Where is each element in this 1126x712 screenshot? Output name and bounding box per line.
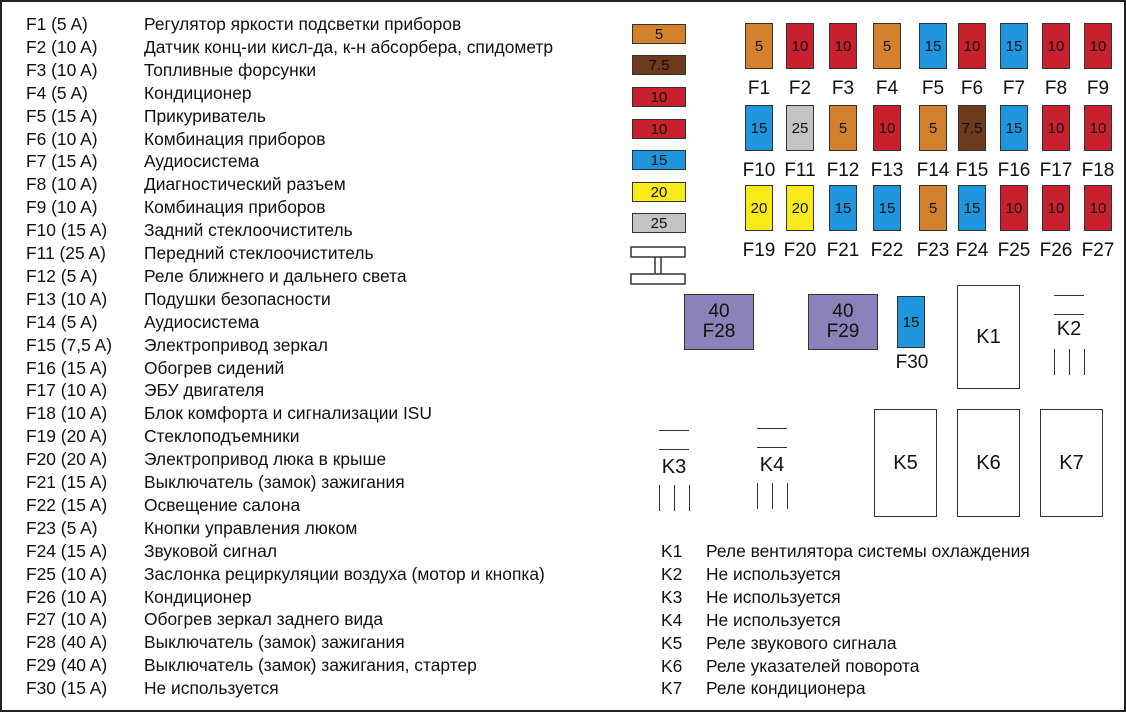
- fuse-f16: [1000, 105, 1028, 151]
- fuse-list-code: F15 (7,5 A): [26, 334, 113, 355]
- fuse-f29-label: F29: [826, 321, 860, 342]
- fuse-label: F9: [1086, 78, 1110, 99]
- fuse-list-code: F25 (10 A): [26, 563, 108, 584]
- fuse-list-desc: Блок комфорта и сигнализации ISU: [144, 403, 432, 424]
- relay-list-desc: Реле указателей поворота: [706, 655, 920, 676]
- relay-k5: [874, 409, 937, 517]
- fuse-list-desc: Звуковой сигнал: [144, 540, 277, 561]
- fuse-list-code: F4 (5 A): [26, 82, 88, 103]
- fuse-list-code: F14 (5 A): [26, 311, 98, 332]
- fuse-list-code: F23 (5 A): [26, 517, 98, 538]
- fuse-label: F2: [788, 78, 812, 99]
- fuse-label: F6: [960, 78, 984, 99]
- fuse-rating: 10: [1089, 199, 1107, 217]
- fuse-list-code: F3 (10 A): [26, 59, 98, 80]
- fuse-rating: 5: [754, 37, 764, 55]
- fuse-list-desc: Обогрев зеркал заднего вида: [144, 609, 383, 630]
- legend-fuse-swatch: 7.5: [632, 55, 686, 75]
- fuse-list-desc: Электропривод зеркал: [144, 334, 328, 355]
- fuse-list-desc: Реле ближнего и дальнего света: [144, 265, 407, 286]
- fuse-f20: [786, 185, 814, 231]
- fuse-list-desc: Задний стеклоочиститель: [144, 220, 353, 241]
- fuse-list-desc: Регулятор яркости подсветки приборов: [144, 14, 462, 34]
- fuse-label: F26: [1039, 240, 1073, 261]
- fuse-list-code: F28 (40 A): [26, 632, 108, 653]
- fuse-label: F12: [826, 160, 860, 181]
- relay-k2-label: K2: [1056, 318, 1082, 340]
- relay-k7: [1040, 409, 1103, 517]
- fuse-list-desc: Кондиционер: [144, 82, 252, 103]
- fuse-label: F24: [955, 240, 989, 261]
- fuse-list-desc: Освещение салона: [144, 494, 301, 515]
- fuse-rating: 5: [928, 199, 938, 217]
- fuse-rating: 15: [963, 199, 981, 217]
- fuse-list-desc: Кнопки управления люком: [144, 517, 358, 538]
- fuse-f25: [1000, 185, 1028, 231]
- relay-k6-label: K6: [976, 451, 1001, 474]
- fuse-f4: [873, 23, 901, 69]
- relay-k1: [957, 285, 1020, 389]
- fuse-list-code: F7 (15 A): [26, 151, 98, 172]
- fuse-f17: [1042, 105, 1070, 151]
- fuse-label: F18: [1081, 160, 1115, 181]
- fuse-list-code: F20 (20 A): [26, 449, 108, 470]
- relay-list-desc: Не используется: [706, 563, 841, 584]
- fuse-f13: [873, 105, 901, 151]
- relay-k6: [957, 409, 1020, 517]
- fuse-list-desc: Обогрев сидений: [144, 357, 285, 378]
- fuse-list-code: F18 (10 A): [26, 403, 108, 424]
- fuse-list-code: F11 (25 A): [26, 243, 106, 263]
- fuse-rating: 15: [1005, 37, 1023, 55]
- fuse-list-code: F16 (15 A): [26, 357, 108, 378]
- fuse-list-code: F12 (5 A): [26, 265, 98, 286]
- fuse-list-code: F2 (10 A): [26, 36, 98, 57]
- fuse-f9: [1084, 23, 1112, 69]
- fuse-f19: [745, 185, 773, 231]
- fuse-rating: 7.5: [961, 119, 983, 137]
- fuse-list-code: F22 (15 A): [26, 494, 108, 515]
- fuse-list-code: F6 (10 A): [26, 128, 98, 149]
- fuse-list-desc: Топливные форсунки: [144, 59, 317, 80]
- relay-k4-label: K4: [759, 454, 785, 476]
- fuse-label: F5: [921, 78, 945, 99]
- fuse-rating: 5: [928, 119, 938, 137]
- fuse-f22: [873, 185, 901, 231]
- fuse-list-desc: Кондиционер: [144, 586, 252, 607]
- fuse-list-code: F13 (10 A): [26, 288, 108, 309]
- fuse-label: F10: [742, 160, 776, 181]
- legend-fuse-swatch: 10: [632, 87, 686, 107]
- fuse-f28-label: F28: [702, 321, 736, 342]
- fuse-f14: [919, 105, 947, 151]
- fuse-f11: [786, 105, 814, 151]
- fuse-list-code: F8 (10 A): [26, 174, 98, 195]
- fuse-f8: [1042, 23, 1070, 69]
- fuse-list-desc: Датчик конц-ии кисл-да, к-н абсорбера, спидометр: [144, 36, 554, 57]
- fuse-list-desc: Диагностический разъем: [144, 174, 346, 195]
- fuse-f1: [745, 23, 773, 69]
- fuse-rating: 15: [924, 37, 942, 55]
- fuse-list-desc: Передний стеклоочиститель: [144, 243, 374, 263]
- fuse-f30: [897, 296, 925, 348]
- fuse-f6: [958, 23, 986, 69]
- fuse-rating: 10: [963, 37, 981, 55]
- legend-fuse-swatch: 5: [632, 24, 686, 44]
- fuse-list-desc: Стеклоподъемники: [144, 426, 300, 447]
- relay-list-code: K6: [661, 655, 683, 676]
- relay-list-code: K5: [661, 632, 683, 653]
- fuse-list-desc: Комбинация приборов: [144, 128, 326, 149]
- fuse-rating: 10: [791, 37, 809, 55]
- fuse-list-desc: Комбинация приборов: [144, 197, 326, 218]
- fuse-label: F27: [1081, 240, 1115, 261]
- fuse-list-code: F24 (15 A): [26, 540, 108, 561]
- fuse-f5: [919, 23, 947, 69]
- relay-list-desc: Не используется: [706, 609, 841, 630]
- fuse-f21: [829, 185, 857, 231]
- fuse-f28: [684, 294, 754, 350]
- fuse-f7: [1000, 23, 1028, 69]
- fuse-rating: 10: [878, 119, 896, 137]
- relay-list-code: K4: [661, 609, 683, 630]
- fuse-list-code: F30 (15 A): [26, 678, 108, 699]
- fuse-f15: [958, 105, 986, 151]
- fuse-f18: [1084, 105, 1112, 151]
- fuse-f2: [786, 23, 814, 69]
- relay-list-code: K7: [661, 678, 683, 699]
- fuse-list-code: F26 (10 A): [26, 586, 108, 607]
- fuse-rating: 15: [1005, 119, 1023, 137]
- legend-fuse-swatch: 20: [632, 182, 686, 202]
- fuse-rating: 10: [1047, 37, 1065, 55]
- fuse-label: F3: [831, 78, 855, 99]
- fuse-f29: [808, 294, 878, 350]
- fuse-f12: [829, 105, 857, 151]
- fuse-rating: 15: [834, 199, 852, 217]
- fuse-label: F22: [870, 240, 904, 261]
- fuse-label: F14: [916, 160, 950, 181]
- fuse-rating: 15: [750, 119, 768, 137]
- fuse-list-desc: Подушки безопасности: [144, 288, 331, 309]
- fuse-label: F25: [997, 240, 1031, 261]
- fuse-list-desc: Заслонка рециркуляции воздуха (мотор и кнопка): [144, 563, 545, 584]
- fuse-label: F19: [742, 240, 776, 261]
- fuse-list-code: F29 (40 A): [26, 655, 108, 676]
- fuse-list-code: F9 (10 A): [26, 197, 98, 218]
- relay-list-code: K2: [661, 563, 683, 584]
- fuse-f24: [958, 185, 986, 231]
- fuse-f10: [745, 105, 773, 151]
- relay-list-desc: Реле звукового сигнала: [706, 632, 897, 653]
- fuse-label: F8: [1044, 78, 1068, 99]
- fuse-list-code: F21 (15 A): [26, 472, 108, 492]
- fuse-list-desc: Выключатель (замок) зажигания, стартер: [144, 655, 477, 676]
- fuse-rating: 10: [1047, 119, 1065, 137]
- fuse-list-desc: ЭБУ двигателя: [144, 380, 265, 401]
- fuse-f27: [1084, 185, 1112, 231]
- fuse-label: F7: [1002, 78, 1026, 99]
- relay-list-desc: Реле кондиционера: [706, 678, 866, 699]
- fuse-rating: 25: [791, 119, 809, 137]
- fuse-list-code: F19 (20 A): [26, 426, 108, 447]
- fuse-list-desc: Не используется: [144, 678, 279, 699]
- relay-list-desc: Не используется: [706, 586, 841, 607]
- fuse-puller-icon: [630, 246, 690, 288]
- fuse-list-desc: Выключатель (замок) зажигания: [144, 472, 405, 492]
- fuse-list-code: F17 (10 A): [26, 380, 108, 401]
- fuse-label: F1: [747, 78, 771, 99]
- fuse-f30-label: F30: [895, 352, 929, 373]
- legend-fuse-swatch: 15: [632, 150, 686, 170]
- fuse-rating: 10: [1089, 119, 1107, 137]
- fuse-label: F11: [784, 160, 816, 181]
- fuse-label: F4: [875, 78, 899, 99]
- fuse-list-code: F5 (15 A): [26, 105, 98, 126]
- relay-k5-label: K5: [893, 451, 918, 474]
- relay-list-code: K1: [661, 541, 683, 561]
- fuse-f30-rating: 15: [902, 313, 920, 331]
- fuse-rating: 5: [882, 37, 892, 55]
- relay-k3-label: K3: [661, 456, 687, 478]
- relay-k2: [1050, 294, 1094, 384]
- fuse-rating: 5: [838, 119, 848, 137]
- fuse-label: F17: [1039, 160, 1073, 181]
- relay-list-desc: Реле вентилятора системы охлаждения: [706, 541, 1030, 561]
- fuse-rating: 10: [1047, 199, 1065, 217]
- fuse-rating: 15: [878, 199, 896, 217]
- fuse-label: F23: [916, 240, 950, 261]
- fuse-rating: 20: [750, 199, 768, 217]
- fuse-list-desc: Аудиосистема: [144, 151, 260, 172]
- fuse-list-desc: Электропривод люка в крыше: [144, 449, 387, 470]
- fuse-list-code: F1 (5 A): [26, 14, 88, 34]
- fuse-rating: 10: [834, 37, 852, 55]
- relay-k4: [753, 427, 797, 517]
- fuse-label: F13: [870, 160, 904, 181]
- fuse-label: F20: [783, 240, 817, 261]
- fuse-list-desc: Выключатель (замок) зажигания: [144, 632, 405, 653]
- fuse-f3: [829, 23, 857, 69]
- fuse-rating: 10: [1005, 199, 1023, 217]
- fuse-f28-rating: 40: [708, 301, 730, 322]
- fuse-label: F21: [826, 240, 860, 261]
- fuse-list-desc: Аудиосистема: [144, 311, 260, 332]
- fuse-rating: 10: [1089, 37, 1107, 55]
- legend-fuse-swatch: 10: [632, 119, 686, 139]
- relay-list-code: K3: [661, 586, 683, 607]
- fuse-f29-rating: 40: [832, 301, 854, 322]
- fuse-label: F16: [997, 160, 1031, 181]
- fuse-list-code: F10 (15 A): [26, 220, 108, 241]
- relay-k3: [655, 429, 699, 519]
- relay-k1-label: K1: [976, 325, 1001, 348]
- relay-k7-label: K7: [1059, 451, 1084, 474]
- fuse-list-desc: Прикуриватель: [144, 105, 266, 126]
- fuse-f23: [919, 185, 947, 231]
- legend-fuse-swatch: 25: [632, 213, 686, 233]
- fuse-label: F15: [955, 160, 989, 181]
- fuse-rating: 20: [791, 199, 809, 217]
- fuse-list-code: F27 (10 A): [26, 609, 108, 630]
- fuse-f26: [1042, 185, 1070, 231]
